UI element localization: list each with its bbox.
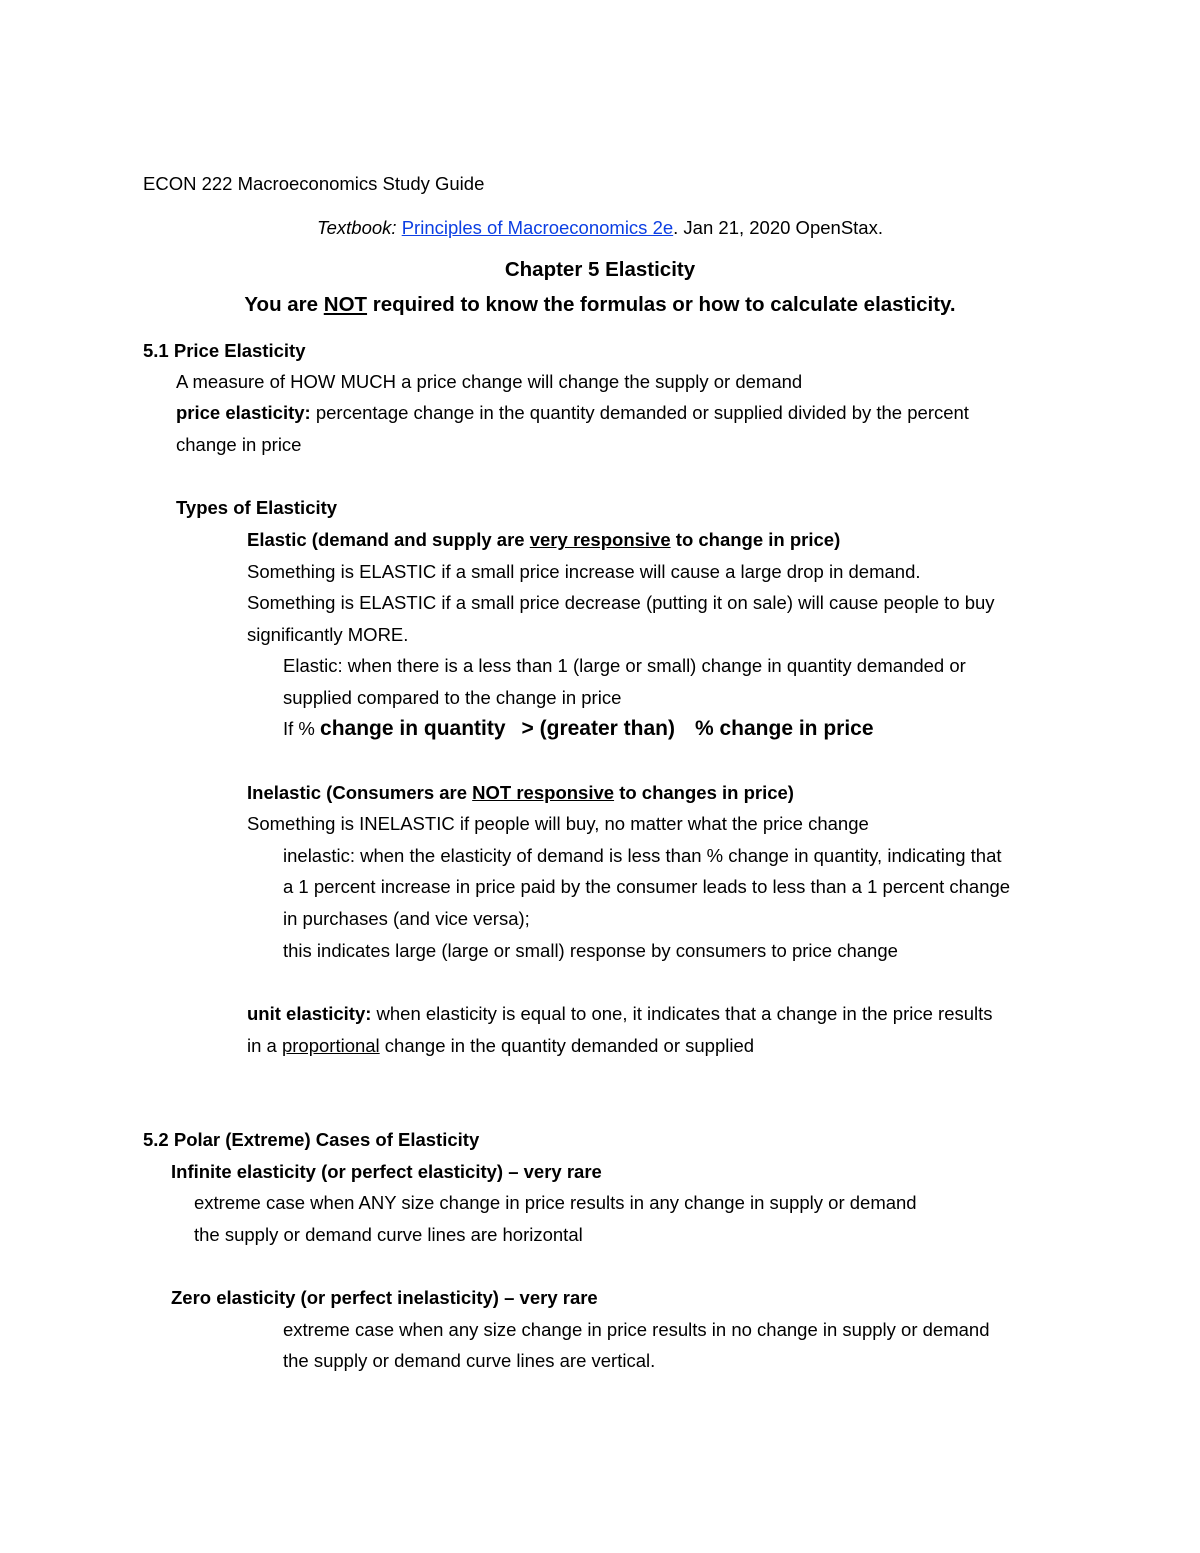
price-elasticity-definition-cont: change in price — [176, 434, 302, 455]
note-emphasis: NOT — [323, 293, 368, 316]
elastic-rule-price: % change in price — [694, 717, 874, 740]
elastic-rule — [283, 717, 874, 741]
infinite-line-1: extreme case when ANY size change in price results in any change in supply or demand — [194, 1192, 917, 1213]
chapter-title: Chapter 5 Elasticity — [504, 258, 696, 281]
section-5-2-heading: 5.2 Polar (Extreme) Cases of Elasticity — [143, 1129, 480, 1150]
document-title: ECON 222 Macroeconomics Study Guide — [143, 173, 485, 194]
elastic-def-2: supplied compared to the change in price — [283, 687, 622, 708]
price-elasticity-definition — [176, 401, 969, 425]
elastic-heading-post: to change in price) — [670, 529, 841, 550]
elastic-def-1: Elastic: when there is a less than 1 (large or small) change in quantity demanded or — [283, 655, 966, 676]
unit-elasticity-term: unit elasticity: — [247, 1003, 372, 1024]
price-elasticity-term: price elasticity: — [176, 402, 311, 423]
elastic-heading-pre: Elastic (demand and supply are — [247, 529, 530, 550]
infinite-line-2: the supply or demand curve lines are horizontal — [194, 1224, 583, 1245]
unit-elasticity-def-2 — [247, 1034, 754, 1058]
unit-def2-emph: proportional — [281, 1035, 380, 1056]
types-heading: Types of Elasticity — [176, 497, 338, 518]
inelastic-def-1: inelastic: when the elasticity of demand is less than % change in quantity, indicating that — [283, 845, 1002, 866]
note-pre: You are — [244, 293, 324, 316]
inelastic-heading — [247, 781, 794, 805]
textbook-citation — [0, 216, 1200, 240]
zero-line-1: extreme case when any size change in price results in no change in supply or demand — [283, 1319, 990, 1340]
unit-def2-post: change in the quantity demanded or supplied — [379, 1035, 755, 1056]
price-elasticity-def-1: percentage change in the quantity demanded or supplied divided by the percent — [310, 402, 969, 423]
elastic-line-3: significantly MORE. — [247, 624, 409, 645]
measure-text: A measure of HOW MUCH a price change will change the supply or demand — [176, 371, 803, 392]
elastic-rule-quantity: change in quantity — [320, 717, 506, 740]
textbook-link[interactable]: Principles of Macroeconomics 2e — [401, 217, 674, 238]
unit-elasticity-def-1: when elasticity is equal to one, it indicates that a change in the price results — [371, 1003, 993, 1024]
infinite-elasticity-heading: Infinite elasticity (or perfect elasticity) – very rare — [171, 1161, 602, 1182]
elastic-rule-if: If % — [283, 718, 321, 739]
textbook-label: Textbook: — [317, 217, 397, 238]
inelastic-line-1: Something is INELASTIC if people will buy, no matter what the price change — [247, 813, 869, 834]
elastic-line-1: Something is ELASTIC if a small price increase will cause a large drop in demand. — [247, 561, 921, 582]
zero-elasticity-heading: Zero elasticity (or perfect inelasticity) – very rare — [171, 1287, 598, 1308]
inelastic-def-4: this indicates large (large or small) response by consumers to price change — [283, 940, 898, 961]
textbook-rest: . Jan 21, 2020 OpenStax. — [673, 217, 883, 238]
zero-line-2: the supply or demand curve lines are vertical. — [283, 1350, 656, 1371]
unit-elasticity-definition — [247, 1002, 993, 1026]
elastic-line-2: Something is ELASTIC if a small price decrease (putting it on sale) will cause people to buy — [247, 592, 995, 613]
inelastic-heading-post: to changes in price) — [614, 782, 794, 803]
unit-def2-pre: in a — [247, 1035, 282, 1056]
inelastic-heading-emph: NOT responsive — [472, 782, 615, 803]
elastic-rule-greater: > (greater than) — [521, 717, 675, 740]
section-5-1-heading: 5.1 Price Elasticity — [143, 340, 306, 361]
elastic-heading-emph: very responsive — [529, 529, 671, 550]
elastic-heading — [247, 528, 840, 552]
inelastic-heading-pre: Inelastic (Consumers are — [247, 782, 473, 803]
note-post: required to know the formulas or how to calculate elasticity. — [367, 293, 956, 316]
inelastic-def-2: a 1 percent increase in price paid by the consumer leads to less than a 1 percent change — [283, 876, 1011, 897]
requirement-note — [0, 293, 1200, 317]
inelastic-def-3: in purchases (and vice versa); — [283, 908, 530, 929]
